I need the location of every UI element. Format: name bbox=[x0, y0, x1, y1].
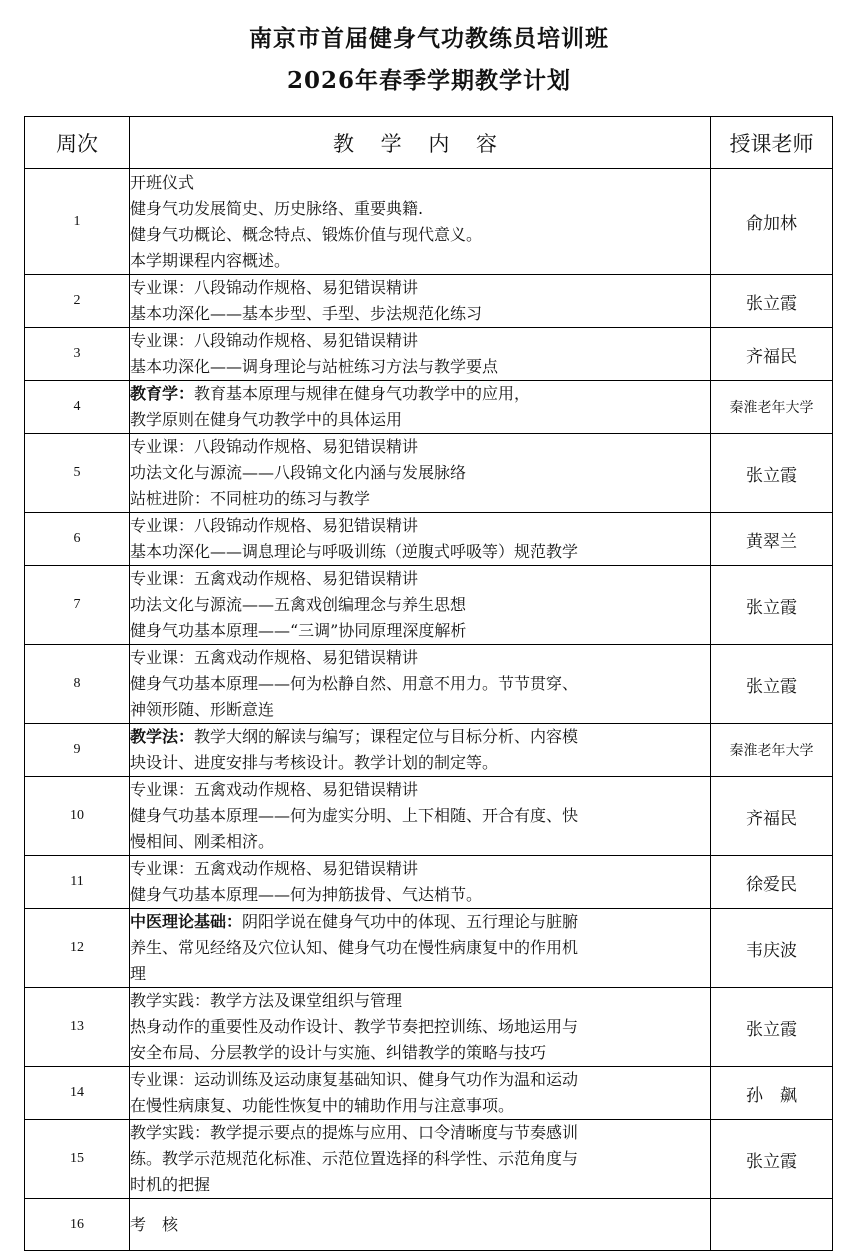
content-line: 考 核 bbox=[130, 1214, 179, 1234]
week-number: 5 bbox=[25, 434, 130, 513]
content-line: 专业课：八段锦动作规格、易犯错误精讲 bbox=[130, 437, 419, 456]
content-line: 热身动作的重要性及动作设计、教学节奏把控训练、场地运用与 bbox=[130, 1017, 579, 1036]
content-line: 健身气功基本原理——何为虚实分明、上下相随、开合有度、快 bbox=[130, 806, 579, 825]
table-row bbox=[25, 169, 833, 275]
content-line: 专业课：五禽戏动作规格、易犯错误精讲 bbox=[130, 780, 419, 799]
content-line bbox=[130, 724, 710, 750]
table-row bbox=[25, 1120, 833, 1199]
content-line: 专业课：五禽戏动作规格、易犯错误精讲 bbox=[130, 569, 419, 588]
teacher-name: 徐爱民 bbox=[711, 856, 833, 909]
table-row bbox=[25, 275, 833, 328]
teacher-name: 张立霞 bbox=[711, 275, 833, 328]
lesson-content bbox=[130, 275, 711, 328]
header-week: 周次 bbox=[25, 117, 130, 169]
table-row bbox=[25, 328, 833, 381]
week-number: 14 bbox=[25, 1067, 130, 1120]
content-line: 专业课：八段锦动作规格、易犯错误精讲 bbox=[130, 278, 419, 297]
content-line: 基本功深化——调息理论与呼吸训练（逆腹式呼吸等）规范教学 bbox=[130, 542, 579, 561]
week-number: 12 bbox=[25, 909, 130, 988]
table-row bbox=[25, 856, 833, 909]
content-line: 专业课：八段锦动作规格、易犯错误精讲 bbox=[130, 331, 419, 350]
content-line-text: 教学大纲的解读与编写；课程定位与目标分析、内容模 bbox=[194, 727, 579, 746]
table-row bbox=[25, 513, 833, 566]
teacher-name: 张立霞 bbox=[711, 988, 833, 1067]
content-line: 理 bbox=[130, 964, 147, 983]
content-line: 安全布局、分层教学的设计与实施、纠错教学的策略与技巧 bbox=[130, 1043, 547, 1062]
content-line: 健身气功基本原理——何为松静自然、用意不用力。节节贯穿、 bbox=[130, 674, 579, 693]
week-number: 9 bbox=[25, 724, 130, 777]
lesson-content bbox=[130, 645, 711, 724]
week-number: 3 bbox=[25, 328, 130, 381]
table-row bbox=[25, 988, 833, 1067]
week-number: 7 bbox=[25, 566, 130, 645]
lesson-content bbox=[130, 566, 711, 645]
content-line: 基本功深化——基本步型、手型、步法规范化练习 bbox=[130, 304, 483, 323]
teacher-name: 黄翠兰 bbox=[711, 513, 833, 566]
teacher-name: 秦淮老年大学 bbox=[711, 381, 833, 434]
lesson-content bbox=[130, 169, 711, 275]
content-line: 时机的把握 bbox=[130, 1175, 211, 1194]
content-line: 功法文化与源流——八段锦文化内涵与发展脉络 bbox=[130, 463, 467, 482]
lesson-content bbox=[130, 909, 711, 988]
table-row bbox=[25, 909, 833, 988]
teacher-name: 张立霞 bbox=[711, 434, 833, 513]
course-category-label: 中医理论基础： bbox=[130, 912, 243, 931]
teacher-name: 俞加林 bbox=[711, 169, 833, 275]
content-line: 在慢性病康复、功能性恢复中的辅助作用与注意事项。 bbox=[130, 1096, 515, 1115]
teacher-name: 齐福民 bbox=[711, 777, 833, 856]
lesson-content bbox=[130, 1199, 711, 1251]
content-line: 健身气功发展简史、历史脉络、重要典籍. bbox=[130, 198, 424, 218]
teacher-name: 张立霞 bbox=[711, 645, 833, 724]
content-line: 专业课：五禽戏动作规格、易犯错误精讲 bbox=[130, 648, 419, 667]
lesson-content bbox=[130, 328, 711, 381]
table-body bbox=[25, 169, 833, 1251]
content-line-text: 阴阳学说在健身气功中的体现、五行理论与脏腑 bbox=[242, 912, 579, 931]
content-line: 健身气功基本原理——“三调”协同原理深度解析 bbox=[130, 621, 467, 640]
table-row bbox=[25, 724, 833, 777]
content-line: 神领形随、形断意连 bbox=[130, 700, 275, 719]
week-number: 2 bbox=[25, 275, 130, 328]
content-line: 教学原则在健身气功教学中的具体运用 bbox=[130, 410, 403, 429]
week-number: 11 bbox=[25, 856, 130, 909]
week-number: 8 bbox=[25, 645, 130, 724]
content-line: 块设计、进度安排与考核设计。教学计划的制定等。 bbox=[130, 753, 499, 772]
week-number: 4 bbox=[25, 381, 130, 434]
document-subtitle: 2026年春季学期教学计划 bbox=[286, 67, 571, 94]
lesson-content bbox=[130, 777, 711, 856]
table-row bbox=[25, 645, 833, 724]
teacher-name: 韦庆波 bbox=[711, 909, 833, 988]
content-line: 健身气功概论、概念特点、锻炼价值与现代意义。 bbox=[130, 224, 483, 244]
content-line-text: 教育基本原理与规律在健身气功教学中的应用， bbox=[194, 384, 531, 403]
week-number: 10 bbox=[25, 777, 130, 856]
week-number: 1 bbox=[25, 169, 130, 275]
lesson-content bbox=[130, 513, 711, 566]
content-line: 教学实践：教学提示要点的提炼与应用、口令清晰度与节奏感训 bbox=[130, 1123, 579, 1142]
table-row bbox=[25, 434, 833, 513]
teaching-plan-table bbox=[24, 116, 833, 1251]
lesson-content bbox=[130, 1067, 711, 1120]
lesson-content bbox=[130, 1120, 711, 1199]
table-row bbox=[25, 381, 833, 434]
teacher-name: 张立霞 bbox=[711, 566, 833, 645]
header-teacher: 授课老师 bbox=[711, 117, 833, 169]
lesson-content bbox=[130, 381, 711, 434]
lesson-content bbox=[130, 988, 711, 1067]
content-line: 慢相间、刚柔相济。 bbox=[130, 832, 275, 851]
table-row bbox=[25, 1067, 833, 1120]
table-header-row bbox=[25, 117, 833, 169]
course-category-label: 教育学： bbox=[130, 384, 195, 403]
content-line: 基本功深化——调身理论与站桩练习方法与教学要点 bbox=[130, 357, 499, 376]
table-row bbox=[25, 1199, 833, 1251]
teacher-name: 齐福民 bbox=[711, 328, 833, 381]
week-number: 13 bbox=[25, 988, 130, 1067]
content-line bbox=[130, 909, 710, 935]
header-content: 教 学 内 容 bbox=[130, 117, 711, 169]
teacher-name: 张立霞 bbox=[711, 1120, 833, 1199]
table-row bbox=[25, 566, 833, 645]
content-line: 健身气功基本原理——何为抻筋拔骨、气达梢节。 bbox=[130, 885, 483, 904]
course-category-label: 教学法： bbox=[130, 727, 195, 746]
teacher-name bbox=[711, 1199, 833, 1251]
week-number: 6 bbox=[25, 513, 130, 566]
content-line: 练。教学示范规范化标准、示范位置选择的科学性、示范角度与 bbox=[130, 1149, 579, 1168]
lesson-content bbox=[130, 724, 711, 777]
content-line: 专业课：运动训练及运动康复基础知识、健身气功作为温和运动 bbox=[130, 1070, 579, 1089]
week-number: 16 bbox=[25, 1199, 130, 1251]
lesson-content bbox=[130, 856, 711, 909]
content-line bbox=[130, 381, 710, 407]
content-line: 养生、常见经络及穴位认知、健身气功在慢性病康复中的作用机 bbox=[130, 938, 579, 957]
content-line: 站桩进阶：不同桩功的练习与教学 bbox=[130, 489, 371, 508]
lesson-content bbox=[130, 434, 711, 513]
content-line: 开班仪式 bbox=[130, 172, 195, 192]
table-row bbox=[25, 777, 833, 856]
content-line: 功法文化与源流——五禽戏创编理念与养生思想 bbox=[130, 595, 467, 614]
content-line: 本学期课程内容概述。 bbox=[130, 250, 291, 270]
document-title: 南京市首届健身气功教练员培训班 bbox=[249, 25, 609, 52]
content-line: 教学实践：教学方法及课堂组织与管理 bbox=[130, 991, 403, 1010]
content-line: 专业课：五禽戏动作规格、易犯错误精讲 bbox=[130, 859, 419, 878]
week-number: 15 bbox=[25, 1120, 130, 1199]
teacher-name: 秦淮老年大学 bbox=[711, 724, 833, 777]
teacher-name: 孙 飙 bbox=[711, 1067, 833, 1120]
content-line: 专业课：八段锦动作规格、易犯错误精讲 bbox=[130, 516, 419, 535]
